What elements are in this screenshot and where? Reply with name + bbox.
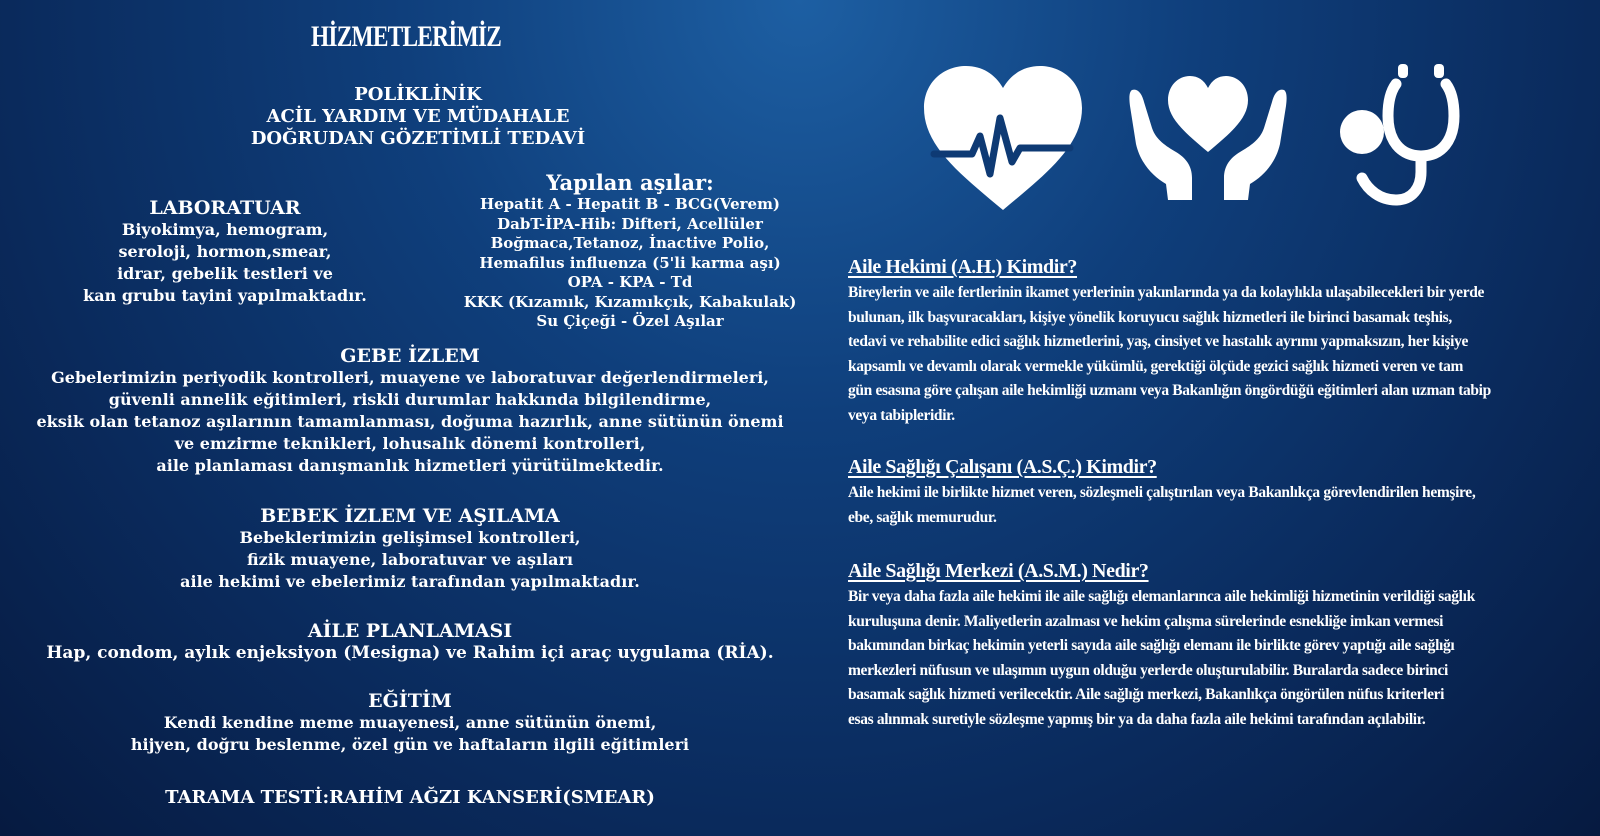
family-planning-block [0, 620, 820, 664]
vaccine-line: Hepatit A - Hepatit B - BCG(Verem) [479, 195, 781, 213]
service-item: DOĞRUDAN GÖZETİMLİ TEDAVİ [250, 128, 586, 149]
education-block [0, 690, 820, 756]
faq-answer-line: basamak sağlık hizmeti verilecektir. Aile sağlığı merkezi, Bakanlıkça öngörülen nüfus kriterleri [848, 686, 1445, 703]
faq-answer [848, 281, 1568, 428]
faq-answer-line: Aile hekimi ile birlikte hizmet veren, sözleşmeli çalıştırılan veya Bakanlıkça görevlendirilen hemşire, [848, 484, 1476, 501]
baby-line: fizik muayene, laboratuvar ve aşıları [246, 550, 574, 569]
vaccine-line: Su Çiçeği - Özel Aşılar [536, 312, 724, 330]
laboratory-line: seroloji, hormon,smear, [118, 242, 332, 261]
faq-answer [848, 481, 1568, 530]
education-heading: EĞİTİM [368, 690, 452, 712]
vaccine-line: DabT-İPA-Hib: Difteri, Acellüler [497, 214, 763, 233]
faq-answer-line: kuruluşuna denir. Maliyetlerin azalması ve hekim çalışma sürelerinde esnekliğe imkan vermesi [848, 612, 1444, 630]
pregnancy-line: Gebelerimizin periyodik kontrolleri, muayene ve laboratuvar değerlendirmeleri, [51, 368, 769, 387]
pregnancy-line: aile planlaması danışmanlık hizmetleri yürütülmektedir. [156, 456, 664, 475]
faq-answer-line: gün esasına göre çalışan aile hekimliği uzmanı veya Bakanlığın öngördüğü eğitimleri alan uzman tabip [848, 382, 1491, 399]
family-planning-heading: AİLE PLANLAMASI [307, 620, 513, 642]
faq-answer-line: merkezleri nüfusun ve ulaşımın uygun olduğu yerlerde oluşturulabilir. Buralarda sadece birinci [848, 661, 1448, 679]
laboratory-line: Biyokimya, hemogram, [121, 220, 329, 239]
pregnancy-heading: GEBE İZLEM [340, 345, 480, 367]
faq-answer [848, 585, 1568, 732]
baby-line: Bebeklerimizin gelişimsel kontrolleri, [239, 528, 581, 547]
pregnancy-line: eksik olan tetanoz aşılarının tamamlanması, doğuma hazırlık, anne sütünün önemi [36, 412, 784, 431]
vaccine-line: KKK (Kızamık, Kızamıkçık, Kabakulak) [463, 292, 797, 311]
laboratory-heading: LABORATUAR [149, 197, 301, 219]
faq-health-center [848, 560, 1568, 732]
baby-heading: BEBEK İZLEM VE AŞILAMA [260, 505, 560, 527]
laboratory-block [40, 197, 410, 307]
page-title: HİZMETLERİMİZ [310, 20, 502, 53]
faq-answer-line: Bir veya daha fazla aile hekimi ile aile sağlığı elemanlarınca aile hekimliği hizmetinin verildiği sağlık [848, 588, 1475, 605]
faq-answer-line: Bireylerin ve aile fertlerinin ikamet yerlerinin yakınlarında ya da kolaylıkla ulaşabilecekleri bir yerde [848, 284, 1485, 301]
faq-answer-line: tedavi ve rehabilite edici sağlık hizmetlerini, yaş, cinsiyet ve hastalık ayrımı yapmaksızın, her kişiye [848, 333, 1469, 350]
faq-question: Aile Sağlığı Çalışanı (A.S.Ç.) Kimdir? [848, 456, 1157, 478]
education-line: Kendi kendine meme muayenesi, anne sütünün önemi, [163, 713, 657, 732]
vaccine-line: Boğmaca,Tetanoz, İnactive Polio, [490, 234, 770, 252]
heart-pulse-icon [920, 62, 1086, 212]
screening-text: TARAMA TESTİ:RAHİM AĞZI KANSERİ(SMEAR) [165, 787, 655, 808]
pregnancy-line: güvenli annelik eğitimleri, riskli durumlar hakkında bilgilendirme, [108, 390, 712, 409]
faq-answer-line: ebe, sağlık memurudur. [848, 508, 997, 526]
faq-family-doctor [848, 256, 1568, 428]
vaccines-block [430, 171, 830, 332]
service-item: POLİKLİNİK [354, 84, 482, 105]
faq-health-worker [848, 456, 1568, 530]
stethoscope-icon [1334, 60, 1484, 210]
baby-line: aile hekimi ve ebelerimiz tarafından yapılmaktadır. [180, 572, 640, 591]
vaccines-heading: Yapılan aşılar: [546, 170, 714, 195]
laboratory-line: idrar, gebelik testleri ve [117, 264, 333, 283]
services-block [0, 84, 836, 150]
faq-answer-line: veya tabipleridir. [848, 406, 955, 424]
faq-answer-line: kapsamlı ve devamlı olarak vermekle yükümlü, gerektiği ölçüde gezici sağlık hizmeti veren ve tam [848, 357, 1464, 375]
baby-block [0, 505, 820, 593]
service-item: ACİL YARDIM VE MÜDAHALE [266, 106, 570, 127]
faq-answer-line: bakımından birkaç hekimin yeterli sayıda aile sağlığı elemanı ile birlikte görev yaptığı aile sağlığı [848, 637, 1455, 654]
family-planning-line: Hap, condom, aylık enjeksiyon (Mesigna) ve Rahim içi araç uygulama (RİA). [46, 643, 774, 663]
vaccine-line: OPA - KPA - Td [567, 273, 693, 291]
pregnancy-block [0, 345, 820, 477]
faq-question: Aile Hekimi (A.H.) Kimdir? [848, 256, 1078, 278]
faq-answer-line: esas alınmak suretiyle sözleşme yapmış bir ya da daha fazla aile hekimi tarafından açılabilir. [848, 710, 1426, 728]
faq-question: Aile Sağlığı Merkezi (A.S.M.) Nedir? [848, 560, 1149, 582]
vaccine-line: Hemafilus influenza (5'li karma aşı) [479, 253, 781, 272]
faq-answer-line: bulunan, ilk başvuracakları, kişiye yönelik koruyucu sağlık hizmetleri ile birinci basamak teşhis, [848, 308, 1452, 326]
pregnancy-line: ve emzirme teknikleri, lohusalık dönemi kontrolleri, [174, 434, 646, 453]
hands-heart-icon [1128, 66, 1288, 202]
education-line: hijyen, doğru beslenme, özel gün ve haftaların ilgili eğitimleri [130, 735, 690, 754]
laboratory-line: kan grubu tayini yapılmaktadır. [83, 286, 367, 305]
